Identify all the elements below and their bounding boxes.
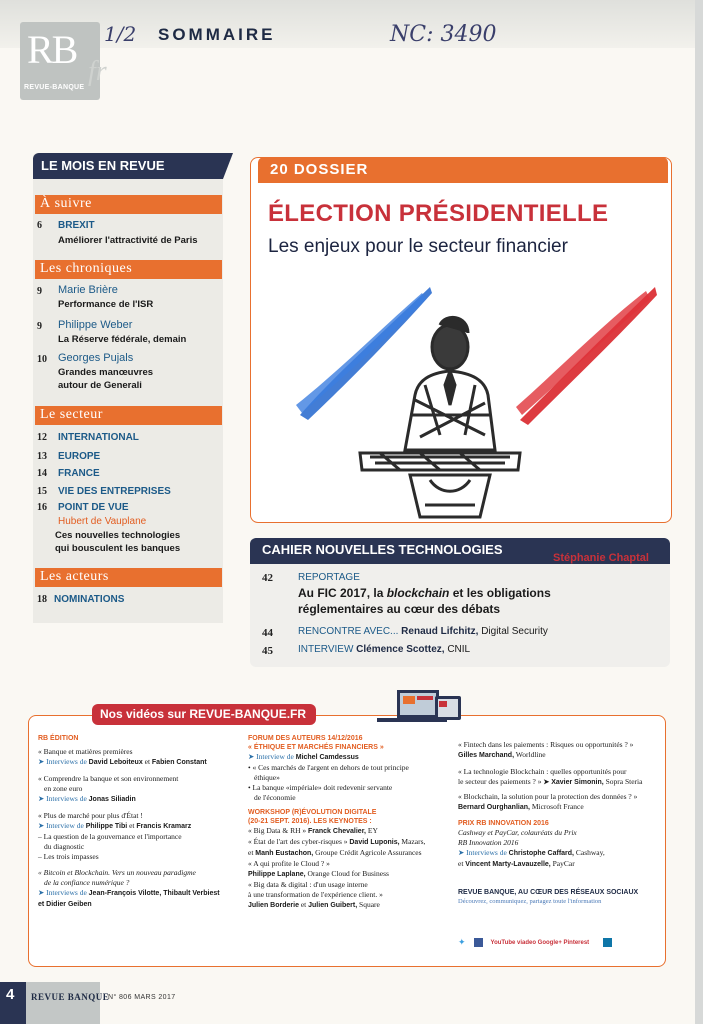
video-talk[interactable]: « Big Data & RH » [248, 826, 308, 835]
item-number: 10 [37, 354, 47, 365]
video-person: Fabien Constant [151, 759, 207, 766]
col2-head: FORUM DES AUTEURS 14/12/2016 [248, 735, 363, 742]
video-org: Microsoft France [529, 802, 584, 811]
video-link[interactable]: « Comprendre la banque et son environnement [38, 774, 179, 783]
cahier-item-rencontre[interactable]: RENCONTRE AVEC... [298, 626, 399, 637]
video-arrow-text: ➤ Interviews de [38, 794, 89, 803]
item-marie-briere[interactable]: Marie Brière [58, 284, 118, 296]
col2-head: WORKSHOP (R)ÉVOLUTION DIGITALE [248, 809, 377, 816]
item-point-de-vue[interactable]: POINT DE VUE [58, 502, 129, 513]
reportage-title-c: et les obligations [449, 586, 551, 600]
video-person: Franck Chevalier, [308, 828, 366, 835]
video-talk-cont: RB Innovation 2016 [458, 838, 519, 847]
cahier-item-reportage[interactable]: REPORTAGE [298, 572, 360, 583]
video-link-cont: de l'économie [254, 793, 296, 802]
col3-head: PRIX RB INNOVATION 2016 [458, 820, 549, 827]
logo-subtitle: REVUE-BANQUE [24, 84, 85, 91]
video-talk[interactable]: « A qui profite le Cloud ? » [248, 859, 330, 868]
col2-head: (20-21 SEPT. 2016). LES KEYNOTES : [248, 818, 372, 825]
video-link[interactable]: • « Ces marchés de l'argent en dehors de tout principe [248, 763, 409, 772]
rencontre-who: Renaud Lifchitz, [401, 626, 479, 637]
footer-brand: REVUE BANQUE [31, 992, 110, 1002]
videos-col-3 [458, 740, 663, 907]
item-author: Hubert de Vauplane [58, 516, 147, 527]
video-person: Jean-François Vilotte, Thibault Verbiest [88, 890, 220, 897]
video-person: Christophe Caffard, [508, 850, 574, 857]
video-person: Julien Guibert, [308, 902, 358, 909]
cahier-item-number: 42 [262, 572, 273, 584]
video-sub: du diagnostic [44, 842, 85, 851]
video-talk[interactable]: « Fintech dans les paiements : Risques ou opportunités ? » [458, 740, 634, 749]
video-talk[interactable]: Cashway et PayCar, colauréats du Prix [458, 828, 577, 837]
videos-title[interactable]: Nos vidéos sur REVUE-BANQUE.FR [100, 707, 307, 721]
item-brexit[interactable]: BREXIT [58, 220, 95, 231]
videos-col-2 [248, 734, 454, 911]
video-person: Michel Camdessus [295, 754, 359, 761]
video-link[interactable]: • La banque «impériale» doit redevenir servante [248, 783, 393, 792]
video-arrow-text: ➤ Interviews de [458, 848, 509, 857]
logo-rb: RB [27, 27, 77, 72]
video-org: Mazars, [399, 837, 426, 846]
item-desc: Améliorer l'attractivité de Paris [58, 235, 198, 246]
item-number: 14 [37, 468, 47, 479]
video-person: David Leboiteux [88, 759, 143, 766]
section-a-suivre: À suivre [35, 195, 222, 214]
video-org: Square [357, 900, 380, 909]
video-org: Sopra Steria [603, 777, 643, 786]
video-org: EY [365, 826, 378, 835]
video-talk[interactable]: « Blockchain, la solution pour la protection des données ? » [458, 792, 638, 801]
cahier-author: Stéphanie Chaptal [553, 552, 649, 564]
dossier-subtitle: Les enjeux pour le secteur financier [268, 236, 568, 257]
item-philippe-weber[interactable]: Philippe Weber [58, 319, 133, 331]
video-link-cont: en zone euro [44, 784, 83, 793]
col3-social-head: REVUE BANQUE, AU CŒUR DES RÉSEAUX SOCIAUX [458, 889, 639, 896]
footer-brand-block [26, 982, 100, 1024]
cahier-item-number: 45 [262, 645, 273, 657]
video-arrow-text: ➤ Interview de [248, 752, 296, 761]
facebook-icon[interactable] [474, 938, 483, 947]
video-conj: et [127, 821, 137, 830]
social-icons [458, 937, 612, 948]
item-europe[interactable]: EUROPE [58, 451, 101, 462]
footer-issue: N° 806 MARS 2017 [108, 994, 176, 1001]
video-person: David Luponis, [349, 839, 400, 846]
video-person: Vincent Marty-Lavauzelle, [465, 861, 551, 868]
interview-org: CNIL [447, 644, 471, 655]
video-link-cont: de la confiance numérique ? [44, 878, 130, 887]
video-person: Francis Kramarz [136, 823, 192, 830]
item-georges-pujals[interactable]: Georges Pujals [58, 352, 134, 364]
video-sub: – Les trois impasses [38, 852, 99, 861]
videos-col-1 [38, 734, 238, 910]
item-nominations[interactable]: NOMINATIONS [54, 594, 125, 605]
item-desc: Performance de l'ISR [58, 299, 154, 310]
video-talk-cont: à une transformation de l'expérience client. » [248, 890, 383, 899]
reportage-title-line2: réglementaires au cœur des débats [298, 602, 501, 616]
video-link-cont: éthique» [254, 773, 280, 782]
video-talk[interactable]: « La technologie Blockchain : quelles opportunités pour [458, 767, 627, 776]
item-international[interactable]: INTERNATIONAL [58, 432, 139, 443]
item-number: 12 [37, 432, 47, 443]
mois-en-revue-heading: LE MOIS EN REVUE [33, 153, 223, 179]
video-org: Cashway, [574, 848, 605, 857]
video-org: PayCar [550, 859, 575, 868]
video-person: Gilles Marchand, [458, 752, 515, 759]
video-person: Julien Borderie [248, 902, 299, 909]
section-acteurs: Les acteurs [35, 568, 222, 587]
item-number: 9 [37, 321, 42, 332]
social-names[interactable]: YouTube viadeo Google+ Pinterest [490, 939, 590, 946]
video-talk-cont: le secteur des paiements ? » [458, 777, 544, 786]
video-link[interactable]: « Plus de marché pour plus d'État ! [38, 811, 143, 820]
video-link[interactable]: « Banque et matières premières [38, 747, 133, 756]
item-number: 6 [37, 220, 42, 231]
video-conj: et [458, 859, 466, 868]
handwritten-note-left: 1/2 [104, 22, 137, 46]
item-number: 13 [37, 451, 47, 462]
item-desc: Grandes manœuvres autour de Generali [58, 367, 154, 391]
video-person: et Didier Geiben [38, 901, 92, 908]
item-desc: La Réserve fédérale, demain [58, 334, 187, 345]
video-sub: – La question de la gouvernance et l'importance [38, 832, 182, 841]
item-number: 9 [37, 286, 42, 297]
item-number: 18 [37, 594, 47, 605]
video-person: Manh Eustachon, [255, 850, 314, 857]
video-person: Jonas Siliadin [88, 796, 136, 803]
video-arrow-text: ➤ Interviews de [38, 757, 89, 766]
video-person: Philippe Laplane, [248, 871, 306, 878]
twitter-icon[interactable]: ✦ [458, 937, 466, 947]
video-org: Worldline [514, 750, 546, 759]
video-link[interactable]: « Bitcoin et Blockchain. Vers un nouveau paradigme [38, 868, 196, 877]
devices-icon [377, 686, 469, 726]
video-person: Bernard Ourghanlian, [458, 804, 530, 811]
col2-head: « ÉTHIQUE ET MARCHÉS FINANCIERS » [248, 744, 384, 751]
cahier-item-interview[interactable]: INTERVIEW [298, 644, 354, 655]
item-vie-des-entreprises[interactable]: VIE DES ENTREPRISES [58, 486, 171, 497]
col3-social-text: Découvrez, communiquez, partagez toute l'information [458, 898, 602, 905]
page-title: SOMMAIRE [158, 25, 276, 44]
page-edge [695, 0, 703, 1024]
video-arrow-text: ➤ Interviews de [38, 888, 89, 897]
interview-who: Clémence Scottez, [356, 644, 445, 655]
cahier-title: CAHIER NOUVELLES TECHNOLOGIES [262, 542, 503, 557]
video-arrow-text: ➤ Interview de [38, 821, 86, 830]
video-conj: et [298, 900, 309, 909]
cahier-item-number: 44 [262, 627, 273, 639]
rencontre-org: Digital Security [481, 626, 548, 637]
reportage-title-b: blockchain [386, 586, 450, 600]
video-org: Groupe Crédit Agricole Assurances [313, 848, 422, 857]
video-org: Orange Cloud for Business [305, 869, 389, 878]
logo-fr: fr [88, 56, 107, 87]
video-conj: et [248, 848, 256, 857]
reportage-title-a: Au FIC 2017, la [298, 586, 387, 600]
video-conj: et [142, 757, 152, 766]
item-desc: Ces nouvelles technologies qui bousculent les banques [55, 530, 181, 554]
dossier-label[interactable]: 20 DOSSIER [270, 161, 369, 178]
video-talk[interactable]: « Big data & digital : d'un usage interne [248, 880, 368, 889]
dossier-title: ÉLECTION PRÉSIDENTIELLE [268, 200, 609, 227]
speaker-illustration [290, 285, 660, 520]
section-secteur: Le secteur [35, 406, 222, 425]
section-chroniques: Les chroniques [35, 260, 222, 279]
item-france[interactable]: FRANCE [58, 468, 100, 479]
col1-head: RB ÉDITION [38, 735, 79, 742]
video-person: ➤ Xavier Simonin, [543, 779, 604, 786]
video-talk[interactable]: « État de l'art des cyber-risques » [248, 837, 350, 846]
page-number: 4 [0, 982, 26, 1024]
linkedin-icon[interactable] [603, 938, 612, 947]
item-number: 15 [37, 486, 47, 497]
handwritten-note-right: NC: 3490 [390, 22, 497, 47]
video-person: Philippe Tibi [85, 823, 128, 830]
item-number: 16 [37, 502, 47, 513]
